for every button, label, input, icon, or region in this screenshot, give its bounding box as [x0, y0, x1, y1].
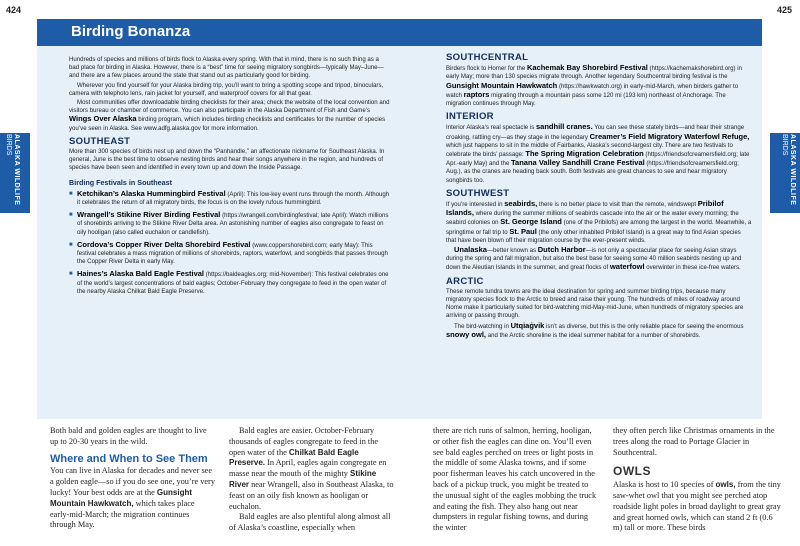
section-heading-arctic: ARCTIC [446, 275, 484, 287]
page-number-right: 425 [776, 5, 792, 15]
paragraph: there are rich runs of salmon, herring, hooligan, or other fish the eagles can dine on. You’ll even see bald eagles perched on trees or light posts in the middle of some Alaska towns, and if some poor fisherman leaves his catch uncovered in the back of a pickup truck, you might be treated to the unusual sight of the eagles mobbing the truck and eating the fish. They also hang out near dumpsters in regular fishing towns, and during the winter [433, 426, 597, 533]
section-heading-interior: INTERIOR [446, 111, 494, 123]
paragraph: Most communities offer downloadable birding checklists for their area; check the website of the local convention and visitors bureau or chamber of commerce. You can also participate in the Alaska Department of Fish and Game’s Wings Over Alaska birding program, which includes birding checklists and certificates for the number of species you’ve seen in Alaska. See www.adfg.alaska.gov for more information. [69, 99, 390, 132]
paragraph: Birders flock to Homer for the Kachemak Bay Shorebird Festival (https://kachemakshorebird.org) in early May; more than 130 species migrate through. Another legendary Southcentral birding festival is the Gunsight Mountain Hawkwatch (https://hawkwatch.org) in early-mid-March, when birders gather to watch raptors migrating through a mountain pass some 120 mi (193 km) northeast of Anchorage. The migration continues through May. [446, 63, 742, 108]
section-heading-southwest: SOUTHWEST [446, 187, 510, 199]
paragraph: You can live in Alaska for decades and never see a golden eagle—so if you do see one, you’re very lucky! Your best odds are at the Gunsight Mountain Hawkwatch, which takes place early-mid-March; the migration continues through May. [50, 466, 215, 530]
paragraph: Both bald and golden eagles are thought to live up to 20-30 years in the wild. [50, 426, 207, 446]
list-item: ■ Cordova’s Copper River Delta Shorebird Festival (www.coppershorebird.com; early May): This festival celebrates a mass migration of millions of shorebirds, raptors, waterfowl, and songbirds that passes through the Copper River Delta in early May. [69, 241, 390, 267]
sidebar-column-left [69, 56, 390, 300]
section-heading-southcentral: SOUTHCENTRAL [446, 52, 529, 63]
side-tab-label-right: ALASKA WILDLIFE BIRDS [781, 134, 796, 206]
body-column-2 [229, 426, 395, 534]
section-heading-owls: OWLS [613, 464, 651, 479]
paragraph: Wherever you find yourself for your Alaska birding trip, you’ll want to bring a spotting scope and tripod, binoculars, camera with telephoto lens, rain jacket for yourself, and waterproof covers for all that gear. [69, 81, 384, 97]
page-number-left: 424 [6, 5, 22, 15]
side-tab-label-left: ALASKA WILDLIFE BIRDS [5, 134, 20, 206]
list-item: ■ Haines’s Alaska Bald Eagle Festival (https://baldeagles.org; mid-November): This festival celebrates one of the world’s largest concentrations of bald eagles; October-February they congregate to feed in the open water of the nearby Alaska Chilkat Bald Eagle Preserve. [69, 270, 390, 296]
body-column-3 [433, 426, 599, 534]
paragraph: The bird-watching in Utqiaġvik isn’t as diverse, but this is the only reliable place for seeing the enormous snowy owl, and the Arctic shoreline is the ideal summer habitat for a number of shorebirds. [446, 320, 744, 339]
body-column-1 [50, 426, 216, 531]
paragraph: These remote tundra towns are the ideal destination for spring and summer birding trips, because many migratory species flock to the Arctic to breed and raise their young. The hundreds of miles of roadway around Nome make it particularly suited for bird-watching mid-May-mid-June, when hundreds of migratory species are arriving or passing through. [446, 287, 744, 320]
list-item: ■ Ketchikan’s Alaska Hummingbird Festival (April): This low-key event runs through the month. Although it celebrates the return of all migratory birds, the focus is on the lovely rufous hummingbird. [69, 190, 390, 207]
paragraph: Hundreds of species and millions of birds flock to Alaska every spring. With that in mind, there is no such thing as a bad place for birding in Alaska. However, there is a “best” time for seeing migratory songbirds—typically May–June—and there are a few places around the state that stand out as particularly good for birding. [69, 56, 384, 80]
section-heading-where-when: Where and When to See Them [50, 452, 208, 465]
paragraph: they often perch like Christmas ornaments in the trees along the road to Portage Glacier in Southcentral. [613, 426, 775, 457]
section-heading-southeast: SOUTHEAST [69, 135, 131, 147]
paragraph: If you’re interested in seabirds, there is no better place to visit than the remote, windswept Pribilof Islands, where during the summer millions of seabirds cascade into the air or the water every morning; the seabird colonies on St. George Island (one of the Pribilofs) are among the largest in the world. Meanwhile, a springtime or fall trip to St. Paul (the only other inhabited Pribilof Island) is a great way to find Asian species that have been blown off their migration course by the ever-present winds. [446, 199, 752, 244]
sidebar-banner [37, 19, 762, 46]
paragraph: More than 300 species of birds nest up and down the “Panhandle,” an affectionate nickname for Southeast Alaska. In general, June is the best time to observe nesting birds and hear their songs anywhere in the region, and hundreds of species have been seen and identified in every town up and down the Inside Passage. [69, 148, 385, 172]
subheading: Birding Festivals in Southeast [69, 177, 173, 187]
paragraph: Unalaska—better known as Dutch Harbor—is not only a spectacular place for seeing Asian strays during the spring and fall migration, but also the best base for seeing some 40 million seabirds nesting up and down the Aleutian Islands in the summer, and great flocks of waterfowl overwinter in these ice-free waters. [446, 245, 742, 272]
festival-list [69, 190, 390, 296]
paragraph: Bald eagles are easier. October-February thousands of eagles congregate to feed in the open water of the Chilkat Bald Eagle Preserve. In April, eagles again congregate en masse near the mouth of the mighty Stikine River near Wrangell, also in Southeast Alaska, to feast on an oily fish known as hooligan or euchalon. [229, 426, 394, 511]
sidebar-title: Birding Bonanza [71, 23, 191, 40]
paragraph: Alaska is host to 10 species of owls, from the tiny saw-whet owl that you might see perched atop roadside light poles in broad daylight to great gray and great horned owls, which can stand 2 ft (0.6 m) tall or more. These birds [613, 480, 781, 533]
paragraph: Interior Alaska’s real spectacle is sandhill cranes. You can see these stately birds—and hear their strange croaking, rattling cry—as they stage in the legendary Creamer’s Field Migratory Waterfowl Refuge, which just happens to sit in the middle of Fairbanks, Alaska’s second-largest city. There are two festivals to celebrate the birds’ passage: The Spring Migration Celebration (https://friendsofcreamersfield.org; late Apr.-early May) and the Tanana Valley Sandhill Crane Festival (https://friendsofcreamersfield.org; Aug.), as the cranes are heading back south. Both festivals are great chances to see and hear migratory songbirds too. [446, 122, 750, 184]
list-item: ■ Wrangell’s Stikine River Birding Festival (https://wrangell.com/birdingfestival; late April): Watch millions of shorebirds arriving to the Stikine River Delta area. An astonishing number of eagles also congregate to feast on oily hooligan (also called euchalon or candlefish). [69, 211, 390, 237]
paragraph: Bald eagles are also plentiful along almost all of Alaska’s coastline, especially when [229, 512, 391, 533]
sidebar-column-right [446, 52, 752, 341]
body-column-4 [613, 426, 781, 534]
